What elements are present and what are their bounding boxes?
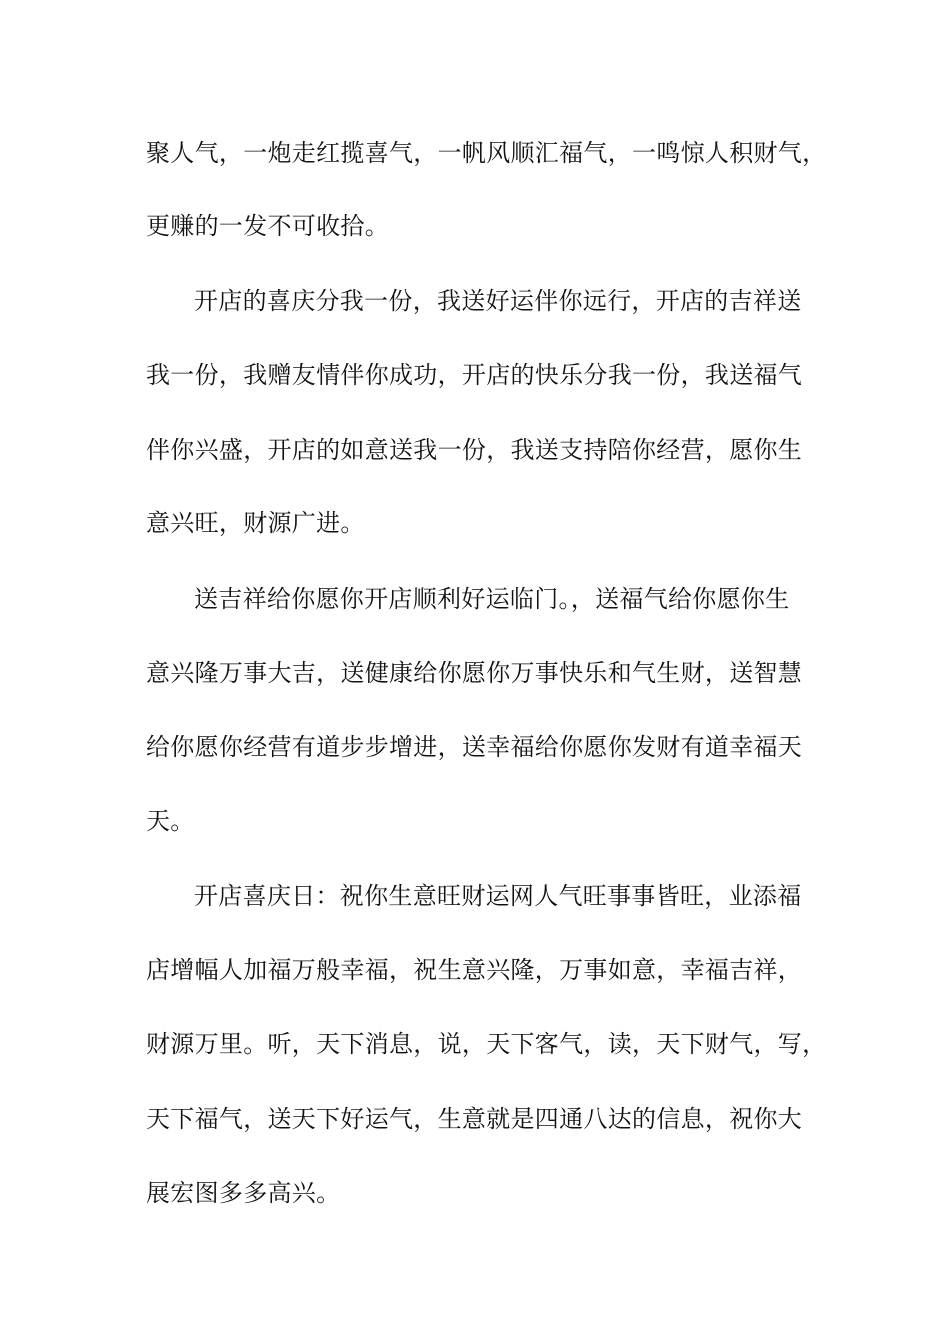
paragraph-4-line-5: 展宏图多多高兴。 xyxy=(146,1179,341,1207)
paragraph-1-line-1: 聚人气，一炮走红揽喜气，一帆风顺汇福气，一鸣惊人积财气， xyxy=(146,139,827,167)
paragraph-2-line-3: 伴你兴盛，开店的如意送我一份，我送支持陪你经营，愿你生 xyxy=(146,436,803,464)
paragraph-4-line-1: 开店喜庆日：祝你生意旺财运网人气旺事事皆旺，业添福 xyxy=(194,882,802,910)
paragraph-3-line-3: 给你愿你经营有道步步增进，送幸福给你愿你发财有道幸福天 xyxy=(146,733,803,761)
paragraph-2-line-4: 意兴旺，财源广进。 xyxy=(146,509,365,537)
paragraph-3-line-1: 送吉祥给你愿你开店顺利好运临门。，送福气给你愿你生 xyxy=(194,585,790,613)
paragraph-2-line-1: 开店的喜庆分我一份，我送好运伴你远行，开店的吉祥送 xyxy=(194,287,802,315)
paragraph-4-line-4: 天下福气，送天下好运气，生意就是四通八达的信息，祝你大 xyxy=(146,1105,803,1133)
paragraph-1-line-2: 更赚的一发不可收拾。 xyxy=(146,212,389,240)
paragraph-4-line-2: 店增幅人加福万般幸福，祝生意兴隆，万事如意，幸福吉祥， xyxy=(146,956,803,984)
paragraph-4-line-3: 财源万里。听，天下消息，说，天下客气，读，天下财气，写， xyxy=(146,1030,827,1058)
paragraph-3-line-4: 天。 xyxy=(146,807,195,835)
paragraph-2-line-2: 我一份，我赠友情伴你成功，开店的快乐分我一份，我送福气 xyxy=(146,361,803,389)
paragraph-3-line-2: 意兴隆万事大吉，送健康给你愿你万事快乐和气生财，送智慧 xyxy=(146,659,803,687)
